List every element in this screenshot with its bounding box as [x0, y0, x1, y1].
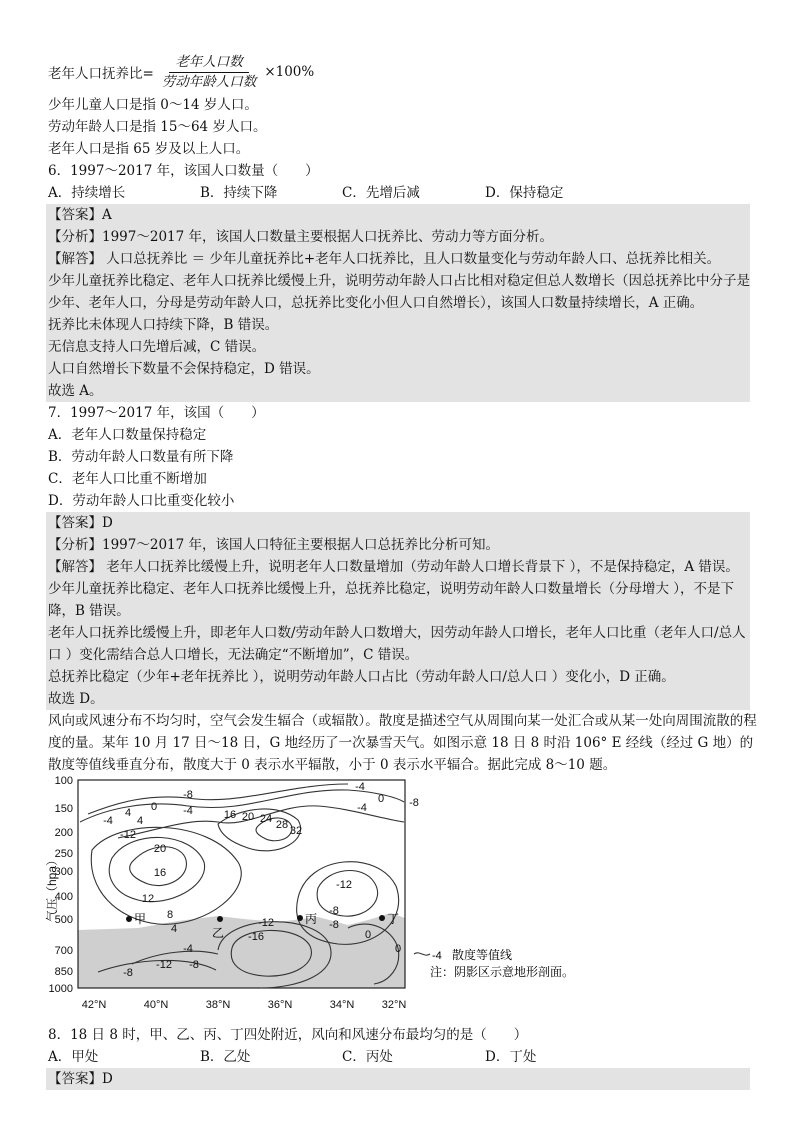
contour-label: -4 — [183, 943, 193, 955]
solution-line: 【解答】 老年人口抚养比缓慢上升，说明老年人口数量增加（劳动年龄人口增长背景下 ），不是保持稳定，A 错误。 — [48, 559, 739, 575]
contour-label: 4 — [136, 815, 144, 827]
solution-line: 无信息支持人口先增后减，C 错误。 — [48, 339, 266, 355]
figure-note: 注：阴影区示意地形剖面。 — [430, 965, 575, 979]
definition-line: 劳动年龄人口是指 15～64 岁人口。 — [48, 119, 267, 135]
option-c: C．先增后减 — [342, 185, 420, 201]
formula-fraction — [156, 53, 263, 92]
contour-label: 0 — [377, 793, 385, 805]
contour-label: 16 — [223, 809, 237, 821]
y-axis-label: 气压（hpa） — [45, 853, 59, 923]
y-tick: 100 — [54, 775, 73, 787]
contour-label: 0 — [364, 929, 372, 941]
x-tick: 34°N — [329, 999, 355, 1011]
point-ding-marker — [379, 915, 385, 921]
q7-explanation — [46, 512, 750, 710]
contour-label: -8 — [409, 797, 419, 809]
point-label: 丙 — [305, 912, 318, 926]
solution-line: 少年儿童抚养比稳定、老年人口抚养比缓慢上升，总抚养比稳定，说明劳动年龄人口数量增长（分母增大 ），不是下降，B 错误。 — [48, 581, 735, 619]
dependency-ratio-formula — [48, 50, 758, 94]
contour-label: 24 — [259, 813, 273, 825]
passage-intro: 风向或风速分布不均匀时，空气会发生辐合（或辐散）。散度是描述空气从周围向某一处汇合或从某一处向周围流散的程度的量。某年 10 月 17 日～18 日，G 地经历了一次暴雪天气。如图示意 18 日 8 时沿 106° E 经线（经过 G 地）的散度等值线垂直分布，散度大于 0 表示水平辐散，小于 0 表示水平辐合。据此完成 8～10 题。 — [48, 713, 757, 773]
divergence-contour-chart — [45, 775, 648, 1024]
contour-label: -12 — [156, 959, 172, 971]
option-b: B．劳动年龄人口数量有所下降 — [48, 449, 234, 465]
solution-line: 人口自然增长下数量不会保持稳定，D 错误。 — [48, 361, 320, 377]
q7-stem: 7．1997～2017 年，该国（ ） — [48, 405, 265, 421]
y-tick: 1000 — [48, 983, 73, 995]
solution-line: 老年人口抚养比缓慢上升，即老年人口数/劳动年龄人口数增大，因劳动年龄人口增长，老年人口比重（老年人口/总人口 ）变化需结合总人口增长，无法确定“不断增加”，C 错误。 — [48, 625, 746, 663]
solution-line: 抚养比未体现人口持续下降，B 错误。 — [48, 317, 279, 333]
formula-numerator: 老年人口数 — [169, 53, 249, 73]
contour-label: 4 — [170, 923, 178, 935]
y-tick: 300 — [54, 866, 73, 878]
x-tick: 42°N — [81, 999, 107, 1011]
contour-label: -8 — [189, 959, 199, 971]
answer-line: 【答案】D — [48, 515, 113, 531]
q8-stem: 8．18 日 8 时，甲、乙、丙、丁四处附近，风向和风速分布最均匀的是（ ） — [48, 1027, 528, 1043]
solution-line: 少年儿童抚养比稳定、老年人口抚养比缓慢上升，说明劳动年龄人口占比相对稳定但总人数增长（因总抚养比中分子是少年、老年人口，分母是劳动年龄人口，总抚养比变化小但人口自然增长），该国人口数量持续增长，A 正确。 — [48, 273, 750, 311]
contour-label: 4 — [124, 807, 132, 819]
point-label: 丁 — [387, 912, 400, 926]
option-a: A．老年人口数量保持稳定 — [48, 427, 207, 443]
option-c: C．老年人口比重不断增加 — [48, 471, 207, 487]
document-page — [45, 48, 758, 1090]
answer-line: 【答案】D — [48, 1071, 113, 1087]
contour-label: -12 — [336, 879, 352, 891]
q6-explanation — [46, 204, 750, 402]
contour-label: -16 — [248, 931, 264, 943]
q8-explanation — [46, 1068, 750, 1090]
y-tick: 150 — [54, 803, 73, 815]
q8-options — [48, 1046, 758, 1068]
contour-label: -4 — [357, 802, 367, 814]
x-axis-ticks — [82, 999, 407, 1011]
solution-line: 故选 D。 — [48, 691, 104, 707]
option-d: D．保持稳定 — [485, 185, 564, 201]
contour-label: -12 — [120, 829, 136, 841]
contour-label: 0 — [150, 801, 158, 813]
option-a: A．持续增长 — [48, 185, 126, 201]
contour-label: 16 — [153, 867, 167, 879]
y-tick: 250 — [54, 848, 73, 860]
x-tick: 32°N — [381, 999, 407, 1011]
divergence-figure — [45, 775, 758, 1024]
contour-label: 20 — [153, 843, 167, 855]
figure-legend — [414, 947, 574, 979]
formula-lhs: 老年人口抚养比= — [48, 66, 154, 82]
x-tick: 38°N — [205, 999, 231, 1011]
contour-label: -8 — [183, 789, 193, 801]
definition-line: 老年人口是指 65 岁及以上人口。 — [48, 141, 250, 157]
contour-label: 20 — [241, 811, 255, 823]
y-tick: 700 — [54, 945, 73, 957]
point-label: 乙 — [212, 926, 225, 940]
q6-stem: 6．1997～2017 年，该国人口数量（ ） — [48, 163, 319, 179]
contour-label: 8 — [166, 909, 174, 921]
contour-label: -4 — [103, 815, 113, 827]
option-d: D．劳动年龄人口比重变化较小 — [48, 493, 235, 509]
formula-times: ×100% — [264, 64, 315, 80]
definition-line: 少年儿童人口是指 0～14 岁人口。 — [48, 97, 258, 113]
q6-options — [48, 182, 758, 204]
contour-label: -4 — [183, 805, 193, 817]
x-tick: 36°N — [267, 999, 293, 1011]
y-tick: 200 — [54, 827, 73, 839]
contour-label: -8 — [329, 905, 339, 917]
analysis-line: 【分析】1997～2017 年，该国人口特征主要根据人口总抚养比分析可知。 — [48, 537, 500, 553]
y-tick: 500 — [54, 914, 73, 926]
point-jia-marker — [126, 916, 132, 922]
option-b: B．乙处 — [200, 1049, 251, 1065]
answer-line: 【答案】A — [48, 207, 112, 223]
contour-label: -8 — [123, 967, 133, 979]
point-yi-marker — [217, 916, 223, 922]
point-bing-marker — [297, 915, 303, 921]
analysis-line: 【分析】1997～2017 年，该国人口数量主要根据人口抚养比、劳动力等方面分析。 — [48, 229, 554, 245]
contour-label: -8 — [329, 919, 339, 931]
contour-label: -12 — [258, 917, 274, 929]
solution-line: 【解答】 人口总抚养比 ＝ 少年儿童抚养比+老年人口抚养比，且人口数量变化与劳动年龄人口、总抚养比相关。 — [48, 251, 721, 267]
y-tick: 850 — [54, 966, 73, 978]
solution-line: 故选 A。 — [48, 383, 103, 399]
contour-label: -4 — [355, 781, 365, 793]
contour-label: 28 — [275, 819, 289, 831]
legend-text: 散度等值线 — [452, 948, 513, 962]
contour-label: 0 — [394, 943, 402, 955]
x-tick: 40°N — [143, 999, 169, 1011]
contour-label: 32 — [289, 825, 303, 837]
option-d: D．丁处 — [485, 1049, 537, 1065]
solution-line: 总抚养比稳定（少年+老年抚养比 ），说明劳动年龄人口占比（劳动年龄人口/总人口 ）变化小，D 正确。 — [48, 669, 675, 685]
contour-label: 12 — [141, 893, 155, 905]
option-c: C．丙处 — [342, 1049, 393, 1065]
option-b: B．持续下降 — [200, 185, 278, 201]
y-tick: 400 — [54, 891, 73, 903]
formula-denominator: 劳动年龄人口数 — [161, 73, 257, 90]
legend-value: -4 — [432, 950, 442, 962]
point-label: 甲 — [134, 912, 147, 926]
option-a: A．甲处 — [48, 1049, 99, 1065]
